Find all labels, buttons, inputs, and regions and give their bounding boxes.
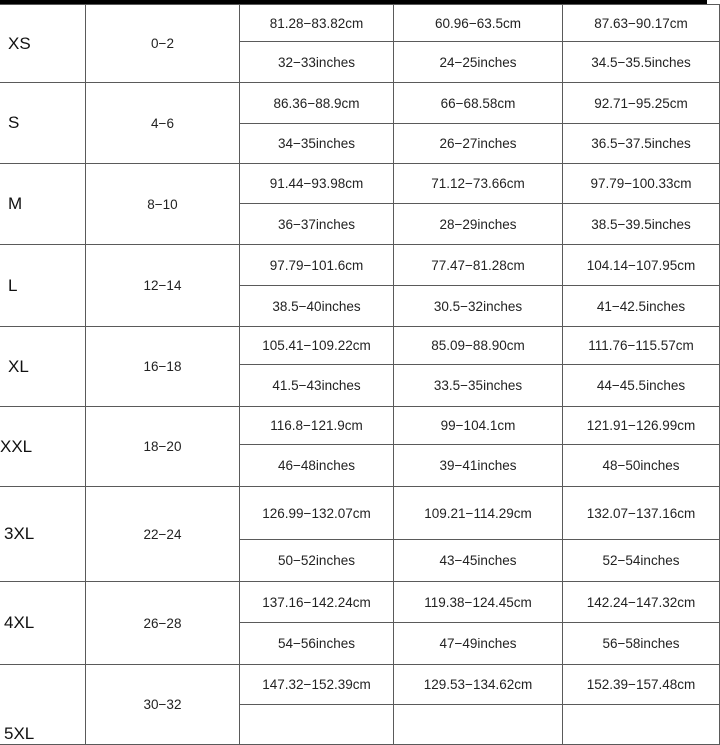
inch-cell: 38.5−40inches [240,286,394,327]
cm-cell: 132.07−137.16cm [563,487,720,540]
cm-cell: 91.44−93.98cm [240,164,394,204]
inch-cell: 30.5−32inches [394,286,563,327]
inch-cell: 33.5−35inches [394,365,563,407]
inch-cell: 34−35inches [240,124,394,164]
cm-cell: 66−68.58cm [394,83,563,124]
table-row [0,487,720,540]
inch-cell [394,705,563,745]
size-table [0,4,720,745]
cm-cell: 60.96−63.5cm [394,5,563,42]
inch-cell: 39−41inches [394,445,563,487]
numeric-size: 30−32 [86,665,240,745]
inch-cell: 47−49inches [394,623,563,665]
size-label: L [0,245,86,327]
table-row [0,327,720,365]
inch-cell: 36.5−37.5inches [563,124,720,164]
cm-cell: 105.41−109.22cm [240,327,394,365]
inch-cell: 26−27inches [394,124,563,164]
inch-cell: 52−54inches [563,540,720,582]
cm-cell: 119.38−124.45cm [394,582,563,623]
cm-cell: 129.53−134.62cm [394,665,563,705]
size-label: XL [0,327,86,407]
inch-cell: 43−45inches [394,540,563,582]
numeric-size: 16−18 [86,327,240,407]
cm-cell: 126.99−132.07cm [240,487,394,540]
numeric-size: 0−2 [86,5,240,83]
numeric-size: 22−24 [86,487,240,582]
numeric-size: 26−28 [86,582,240,665]
cm-cell: 104.14−107.95cm [563,245,720,286]
cm-cell: 152.39−157.48cm [563,665,720,705]
cm-cell: 87.63−90.17cm [563,5,720,42]
cm-cell: 111.76−115.57cm [563,327,720,365]
cm-cell: 85.09−88.90cm [394,327,563,365]
table-row [0,5,720,42]
table-row [0,164,720,204]
cm-cell: 116.8−121.9cm [240,407,394,445]
size-label: 5XL [0,665,86,745]
numeric-size: 4−6 [86,83,240,164]
size-label: S [0,83,86,164]
cm-cell: 121.91−126.99cm [563,407,720,445]
cm-cell: 109.21−114.29cm [394,487,563,540]
inch-cell: 50−52inches [240,540,394,582]
inch-cell: 28−29inches [394,204,563,245]
numeric-size: 8−10 [86,164,240,245]
inch-cell: 56−58inches [563,623,720,665]
size-label: 4XL [0,582,86,665]
table-row [0,83,720,124]
inch-cell: 54−56inches [240,623,394,665]
inch-cell: 46−48inches [240,445,394,487]
cm-cell: 147.32−152.39cm [240,665,394,705]
cm-cell: 77.47−81.28cm [394,245,563,286]
cm-cell: 71.12−73.66cm [394,164,563,204]
inch-cell: 34.5−35.5inches [563,42,720,83]
cm-cell: 137.16−142.24cm [240,582,394,623]
inch-cell: 24−25inches [394,42,563,83]
size-label: XS [0,5,86,83]
cm-cell: 142.24−147.32cm [563,582,720,623]
inch-cell: 38.5−39.5inches [563,204,720,245]
inch-cell [240,705,394,745]
table-row [0,407,720,445]
table-row [0,582,720,623]
size-label: XXL [0,407,86,487]
cm-cell: 86.36−88.9cm [240,83,394,124]
numeric-size: 12−14 [86,245,240,327]
numeric-size: 18−20 [86,407,240,487]
inch-cell [563,705,720,745]
inch-cell: 41−42.5inches [563,286,720,327]
inch-cell: 44−45.5inches [563,365,720,407]
cm-cell: 99−104.1cm [394,407,563,445]
table-row [0,245,720,286]
inch-cell: 41.5−43inches [240,365,394,407]
cm-cell: 97.79−100.33cm [563,164,720,204]
inch-cell: 48−50inches [563,445,720,487]
cm-cell: 81.28−83.82cm [240,5,394,42]
cm-cell: 97.79−101.6cm [240,245,394,286]
inch-cell: 32−33inches [240,42,394,83]
size-label: 3XL [0,487,86,582]
table-row [0,665,720,705]
inch-cell: 36−37inches [240,204,394,245]
cm-cell: 92.71−95.25cm [563,83,720,124]
size-label: M [0,164,86,245]
